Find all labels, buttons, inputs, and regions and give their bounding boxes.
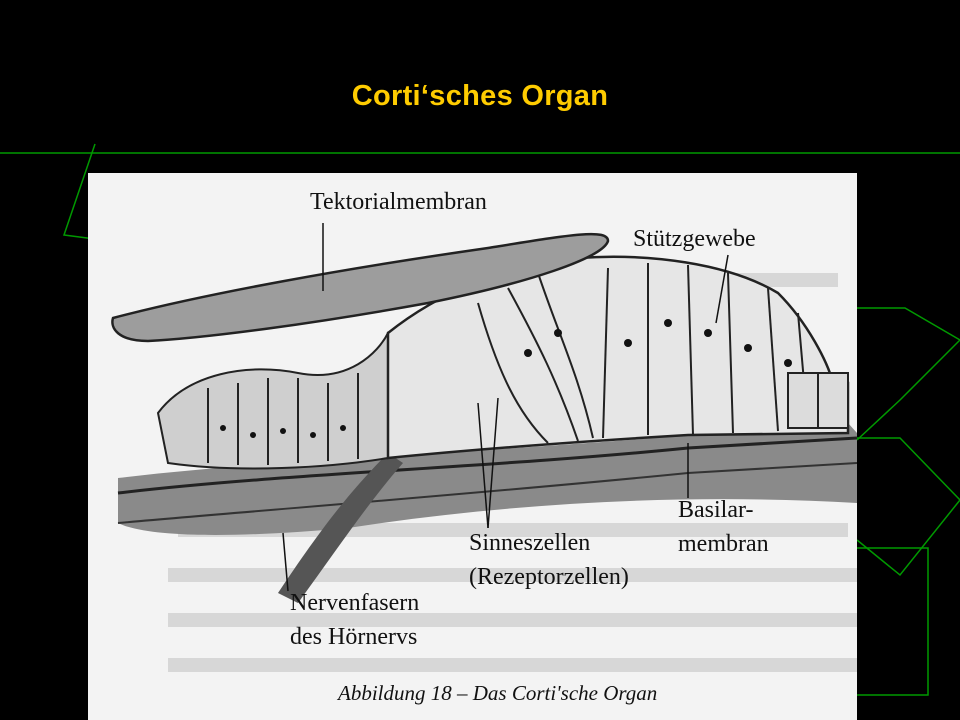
corti-organ-illustration (88, 173, 857, 720)
right-diamond-lower-shape (857, 438, 960, 575)
label-basilar-line1: Basilar- (678, 497, 754, 523)
right-bottom-box-shape (857, 548, 928, 695)
slide-title: Corti‘sches Organ (351, 80, 609, 112)
corti-organ-figure (88, 173, 857, 720)
label-nervenfasern-line2: des Hörnervs (290, 624, 418, 650)
label-nervenfasern-line1: Nervenfasern (290, 590, 420, 616)
figure-caption: Abbildung 18 – Das Corti'sche Organ (338, 681, 658, 705)
label-tektorialmembran: Tektorialmembran (310, 189, 487, 215)
label-sinneszellen-line1: Sinneszellen (469, 530, 591, 556)
right-diamond-upper-shape (857, 308, 960, 440)
label-basilar-line2: membran (678, 531, 769, 557)
label-sinneszellen-line2: (Rezeptorzellen) (469, 564, 629, 590)
label-stuetzgewebe: Stützgewebe (633, 226, 756, 252)
